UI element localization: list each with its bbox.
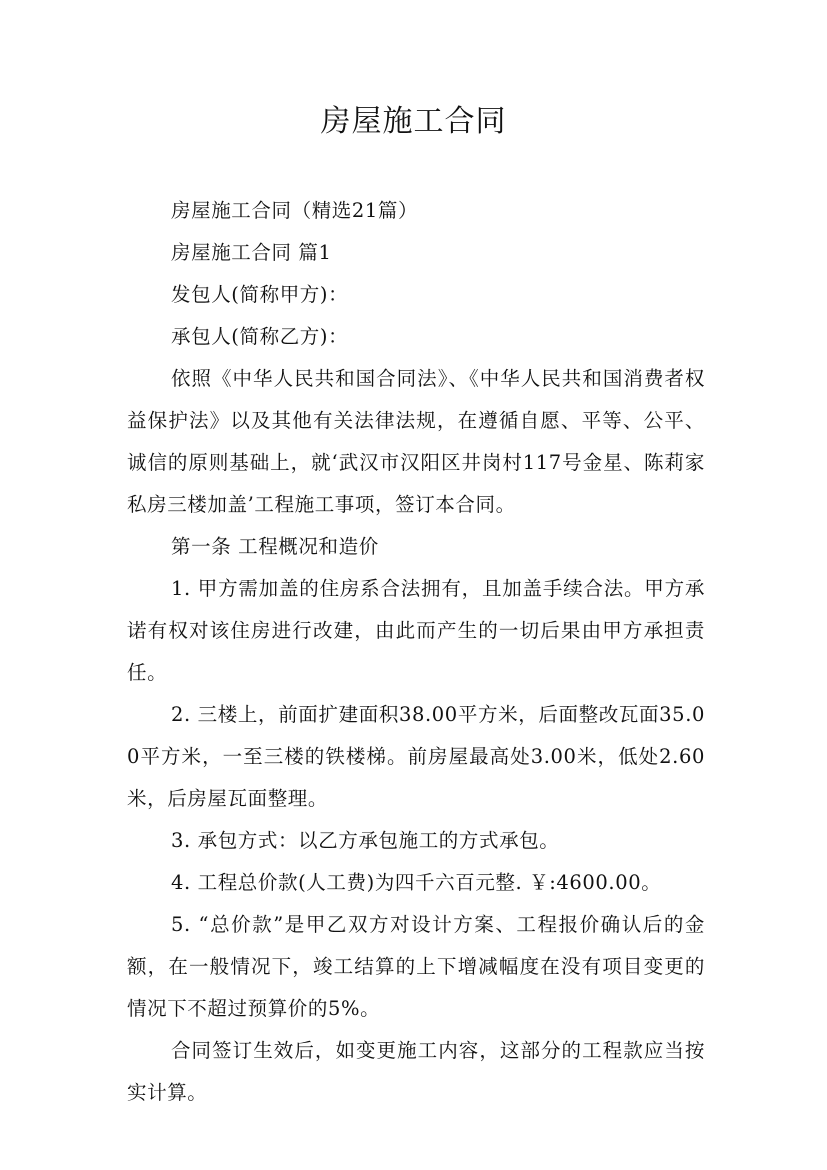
article-heading: 第一条 工程概况和造价 (171, 535, 379, 558)
preamble-paragraph: 依照《中华人民共和国合同法》、《中华人民共和国消费者权益保护法》以及其他有关法律法规，在遵循自愿、平等、公平、诚信的原则基础上，就‘武汉市汉阳区井岗村117号金星、陈莉家私房三楼加盖’工程施工事项，签订本合同。 (127, 367, 705, 516)
document-body (127, 190, 705, 1114)
clause-paragraph: 合同签订生效后，如变更施工内容，这部分的工程款应当按实计算。 (127, 1039, 705, 1104)
party-a-line: 发包人(简称甲方)： (171, 283, 349, 306)
section-heading: 房屋施工合同 篇1 (171, 241, 332, 264)
clause-paragraph: 4. 工程总价款(人工费)为四千六百元整. ￥:4600.00。 (171, 871, 662, 894)
clause-paragraph: 2. 三楼上，前面扩建面积38.00平方米，后面整改瓦面35.00平方米，一至三楼的铁楼梯。前房屋最高处3.00米，低处2.60米，后房屋瓦面整理。 (127, 703, 705, 810)
clause-paragraph: 3. 承包方式：以乙方承包施工的方式承包。 (171, 829, 560, 852)
document-title: 房屋施工合同 (320, 104, 507, 139)
clause-paragraph: 5. “总价款”是甲乙双方对设计方案、工程报价确认后的金额，在一般情况下，竣工结算的上下增减幅度在没有项目变更的情况下不超过预算价的5%。 (127, 913, 705, 1020)
subtitle-paragraph: 房屋施工合同（精选21篇） (171, 199, 419, 222)
clause-paragraph: 1. 甲方需加盖的住房系合法拥有，且加盖手续合法。甲方承诺有权对该住房进行改建，由此而产生的一切后果由甲方承担责任。 (127, 577, 705, 684)
party-b-line: 承包人(简称乙方)： (171, 325, 349, 348)
